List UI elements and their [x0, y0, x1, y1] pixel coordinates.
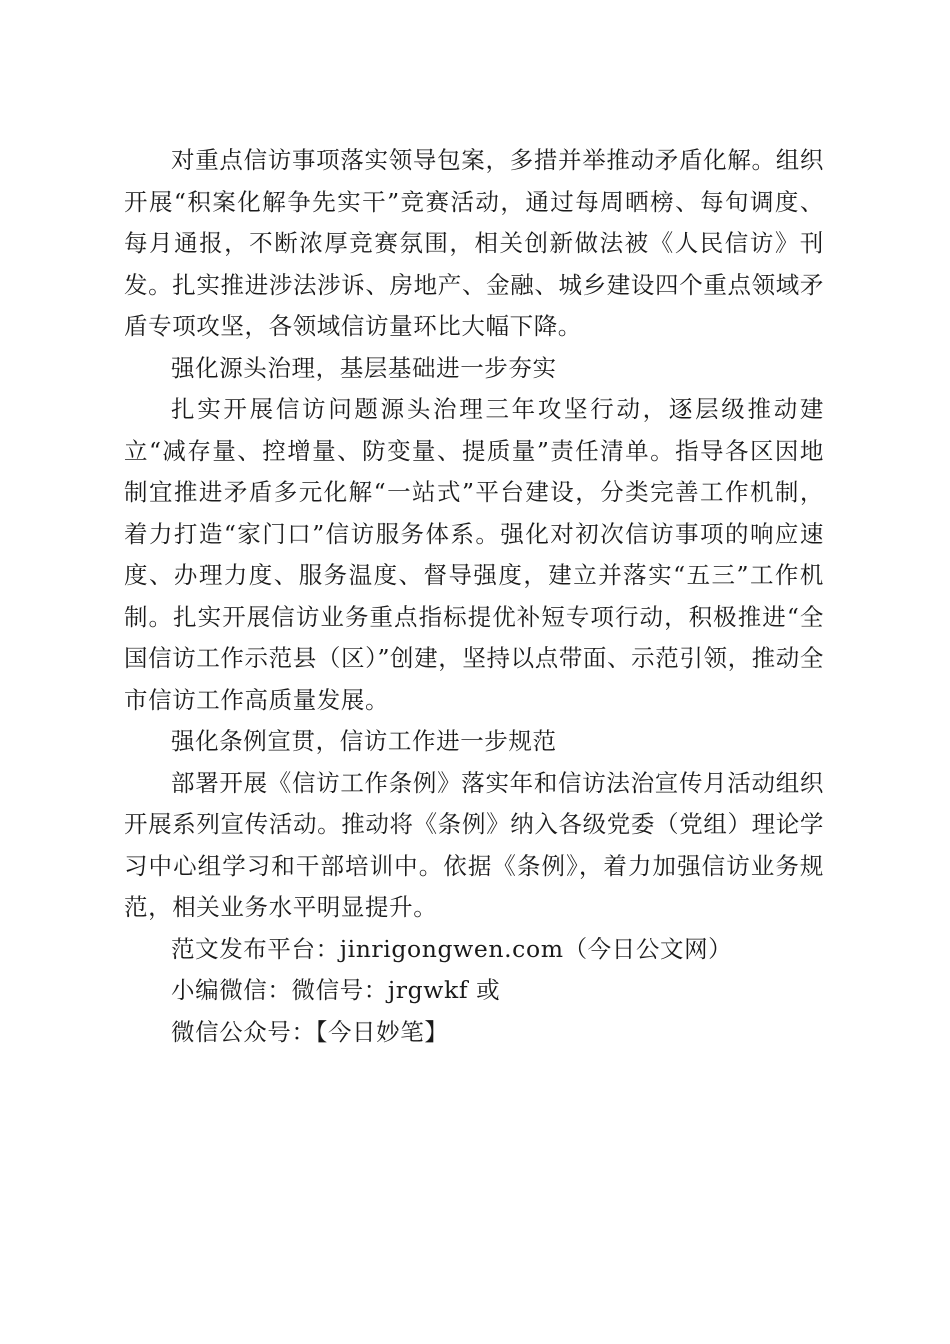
footer-platform: 范文发布平台：jinrigongwen.com（今日公文网）: [171, 934, 733, 963]
paragraph-case-resolution: 对重点信访事项落实领导包案，多措并举推动矛盾化解。组织开展“积案化解争先实干”竞赛活动，通过每周晒榜、每旬调度、每月通报，不断浓厚竞赛氛围，相关创新做法被《人民信访》刊发。扎实推进涉法涉诉、房地产、金融、城乡建设四个重点领域矛盾专项攻坚，各领域信访量环比大幅下降。: [124, 146, 824, 340]
footer-official-account: 微信公众号：【今日妙笔】: [171, 1017, 449, 1046]
section-heading-regulation: 强化条例宣贯，信访工作进一步规范: [171, 727, 557, 755]
paragraph-source-governance: 扎实开展信访问题源头治理三年攻坚行动，逐层级推动建立“减存量、控增量、防变量、提质量”责任清单。指导各区因地制宜推进矛盾多元化解“一站式”平台建设，分类完善工作机制，着力打造“家门口”信访服务体系。强化对初次信访事项的响应速度、办理力度、服务温度、督导强度，建立并落实“五三”工作机制。扎实开展信访业务重点指标提优补短专项行动，积极推进“全国信访工作示范县（区）”创建，坚持以点带面、示范引领，推动全市信访工作高质量发展。: [124, 395, 824, 714]
document-page: [124, 140, 824, 1053]
paragraph-regulation: 部署开展《信访工作条例》落实年和信访法治宣传月活动组织开展系列宣传活动。推动将《条例》纳入各级党委（党组）理论学习中心组学习和干部培训中。依据《条例》，着力加强信访业务规范，相关业务水平明显提升。: [124, 768, 824, 921]
footer-editor-wechat: 小编微信：微信号：jrgwkf 或: [171, 976, 501, 1004]
section-heading-source-governance: 强化源头治理，基层基础进一步夯实: [171, 353, 557, 382]
